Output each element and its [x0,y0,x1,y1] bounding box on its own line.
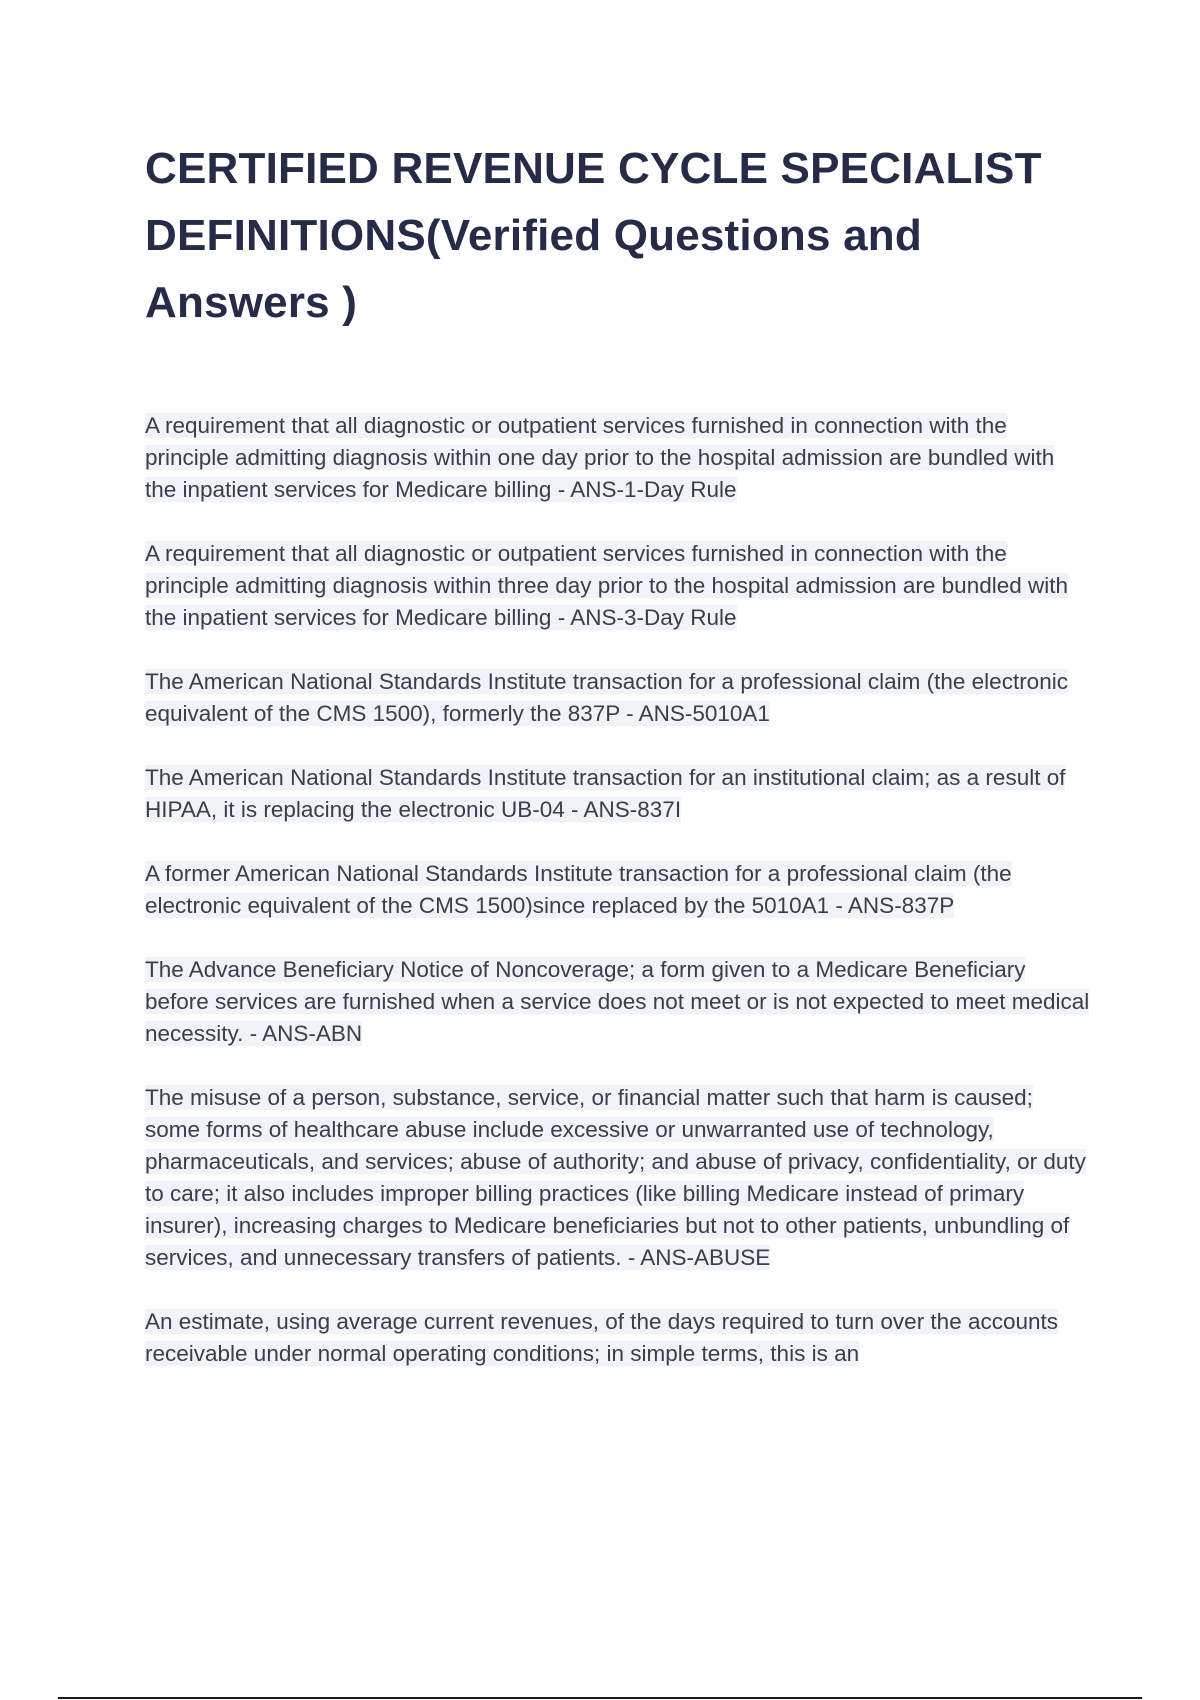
definition-text: The American National Standards Institute transaction for an institutional claim; as a result of HIPAA, it is replacing the electronic UB-04 - ANS-837I [145,765,1066,822]
definition-item [145,858,1090,922]
definition-item [145,1306,1090,1370]
definition-item [145,410,1090,506]
definition-list [145,410,1090,1402]
definition-item [145,538,1090,634]
definition-text: A requirement that all diagnostic or outpatient services furnished in connection with the principle admitting diagnosis within one day prior to the hospital admission are bundled with the inpatient services for Medicare billing - ANS-1-Day Rule [145,413,1055,502]
definition-text: A requirement that all diagnostic or outpatient services furnished in connection with the principle admitting diagnosis within three day prior to the hospital admission are bundled with the inpatient services for Medicare billing - ANS-3-Day Rule [145,541,1069,630]
document-title: CERTIFIED REVENUE CYCLE SPECIALIST DEFINITIONS(Verified Questions and Answers ) [145,144,1042,327]
definition-text: A former American National Standards Institute transaction for a professional claim (the electronic equivalent of the CMS 1500)since replaced by the 5010A1 - ANS-837P [145,861,1012,918]
definition-item [145,954,1090,1050]
definition-text: The American National Standards Institute transaction for a professional claim (the electronic equivalent of the CMS 1500), formerly the 837P - ANS-5010A1 [145,669,1068,726]
definition-text: The Advance Beneficiary Notice of Noncoverage; a form given to a Medicare Beneficiary before services are furnished when a service does not meet or is not expected to meet medical necessity. - ANS-ABN [145,957,1090,1046]
page-bottom-divider [58,1697,1142,1699]
definition-text: The misuse of a person, substance, service, or financial matter such that harm is caused; some forms of healthcare abuse include excessive or unwarranted use of technology, pharmaceuticals, and services; abuse of authority; and abuse of privacy, confidentiality, or duty to care; it also includes improper billing practices (like billing Medicare instead of primary insurer), increasing charges to Medicare beneficiaries but not to other patients, unbundling of services, and unnecessary transfers of patients. - ANS-ABUSE [145,1085,1086,1270]
definition-item [145,1082,1090,1274]
definition-item [145,762,1090,826]
definition-item [145,666,1090,730]
definition-text: An estimate, using average current revenues, of the days required to turn over the accounts receivable under normal operating conditions; in simple terms, this is an [145,1309,1059,1366]
